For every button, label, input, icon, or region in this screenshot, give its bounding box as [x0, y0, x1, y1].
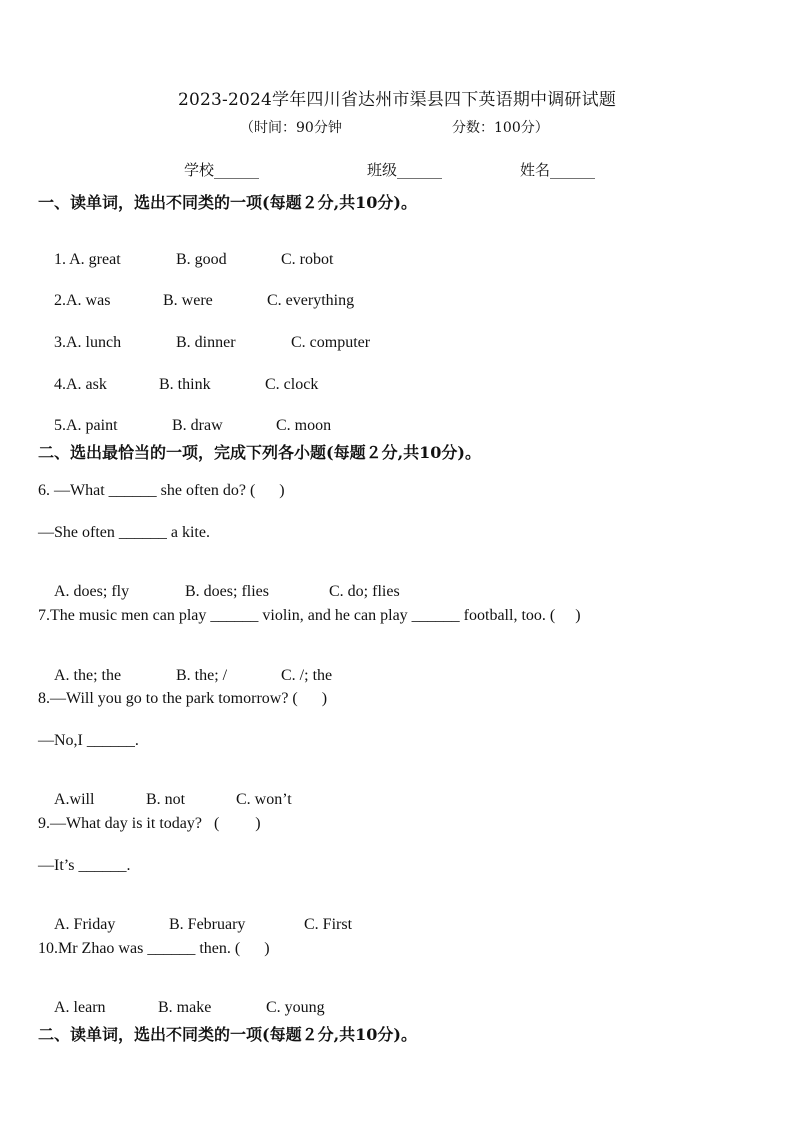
question-6-answer: —She often ______ a kite.: [38, 524, 210, 541]
section-2-heading: 二、选出最恰当的一项，完成下列各小题(每题２分,共10分)。: [38, 443, 481, 462]
question-9-answer: —It’s ______.: [38, 857, 131, 874]
option-b: B. not: [146, 791, 186, 808]
option-a: 1. A. great: [54, 251, 121, 268]
question-6: 6. —What ______ she often do? ( ): [38, 482, 285, 499]
page-title: 2023-2024学年四川省达州市渠县四下英语期中调研试题: [177, 90, 617, 110]
option-c: C. won’t: [236, 791, 292, 808]
question-8: 8.—Will you go to the park tomorrow? ( ): [38, 690, 328, 707]
option-b: B. good: [176, 251, 227, 268]
option-c: C. First: [304, 916, 353, 933]
option-c: C. robot: [281, 251, 334, 268]
question-7: 7.The music men can play ______ violin, and he can play ______ football, too. ( ): [38, 607, 581, 624]
option-c: C. /; the: [281, 667, 333, 684]
option-b: B. the; /: [176, 667, 228, 684]
option-c: C. do; flies: [329, 583, 400, 600]
option-c: C. moon: [276, 417, 332, 434]
option-b: B. think: [159, 376, 211, 393]
section-1-heading: 一、读单词，选出不同类的一项(每题２分,共10分)。: [38, 193, 417, 212]
option-b: B. does; flies: [185, 583, 269, 600]
option-c: C. everything: [267, 292, 355, 309]
name-field: 姓名______: [520, 161, 596, 179]
question-10: 10.Mr Zhao was ______ then. ( ): [38, 940, 270, 957]
option-c: C. computer: [291, 334, 371, 351]
section-3-heading: 二、读单词，选出不同类的一项(每题２分,共10分)。: [38, 1025, 417, 1044]
option-a: A. Friday: [54, 916, 116, 933]
option-c: C. clock: [265, 376, 319, 393]
option-a: 2.A. was: [54, 292, 111, 309]
option-b: B. draw: [172, 417, 223, 434]
question-9: 9.—What day is it today? ( ): [38, 815, 261, 832]
question-8-answer: —No,I ______.: [38, 732, 139, 749]
exam-time: （时间：90分钟: [240, 120, 342, 136]
option-a: A. the; the: [54, 667, 122, 684]
option-b: B. dinner: [176, 334, 236, 351]
option-a: 4.A. ask: [54, 376, 107, 393]
option-c: C. young: [266, 999, 325, 1016]
option-b: B. make: [158, 999, 212, 1016]
option-a: A. learn: [54, 999, 106, 1016]
school-field: 学校______: [184, 161, 260, 179]
option-b: B. February: [169, 916, 246, 933]
option-b: B. were: [163, 292, 213, 309]
option-a: A.will: [54, 791, 95, 808]
option-a: 5.A. paint: [54, 417, 118, 434]
option-a: 3.A. lunch: [54, 334, 122, 351]
exam-score: 分数：100分）: [452, 120, 549, 136]
class-field: 班级______: [367, 161, 443, 179]
option-a: A. does; fly: [54, 583, 130, 600]
